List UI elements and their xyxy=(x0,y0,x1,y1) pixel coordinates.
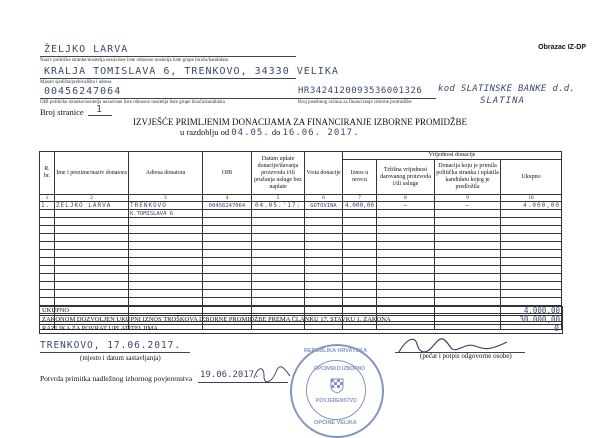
donor-name: ŽELJKO LARVA xyxy=(44,44,129,55)
place-date-line xyxy=(40,352,190,353)
page-number-line xyxy=(88,115,112,116)
header-address: Adresa donatora xyxy=(129,152,203,195)
table-row xyxy=(40,218,562,226)
header-name: Ime i prezime/naziv donatora xyxy=(55,152,129,195)
stamp-bottom-text: OPĆINE VELIKA xyxy=(314,420,357,426)
oib-caption: OIB političke stranke/nositelja nezavisne liste odnosno nositelja liste grupe birača/kandidata xyxy=(40,100,225,105)
table-row xyxy=(40,258,562,266)
header-date: Datum uplate donacije/davanja proizvoda i/ili pružanja usluge bez naplate xyxy=(252,152,305,195)
header-market: Tržišna vrijednost darovanog proizvoda i/ili usluge xyxy=(377,160,435,195)
stamp-line2: OPĆINSKO IZBORNO xyxy=(314,366,366,372)
donor-address: KRALJA TOMISLAVA 6, TRENKOVO, 34330 VELIKA xyxy=(44,66,339,77)
account-caption: Broj posebnog računa za financiranje izborne promidžbe xyxy=(298,100,412,105)
colnum: 7 xyxy=(343,195,377,202)
table-row xyxy=(40,202,562,210)
coat-of-arms-icon xyxy=(330,378,344,394)
cell-oib: 00456247064 xyxy=(203,202,252,210)
table-row xyxy=(40,242,562,250)
cell-total: 4.000,00 xyxy=(501,202,562,210)
header-cash: Iznos u novcu xyxy=(343,160,377,195)
period xyxy=(180,127,360,138)
signature-caption: (pečat i potpis odgovorne osobe) xyxy=(420,352,512,360)
colnum: 3 xyxy=(129,195,203,202)
cell-address: K.TOMISLAVA 6 xyxy=(129,210,203,218)
cell-name: ŽELJKO LARVA xyxy=(55,202,129,210)
table-row xyxy=(40,266,562,274)
address-caption: Mjesto sjedišta/prebivališta i adresa xyxy=(40,80,112,85)
page-number-value: 1 xyxy=(96,104,104,115)
place-date: TRENKOVO, 17.06.2017. xyxy=(40,340,182,351)
colnum: 1 xyxy=(40,195,55,202)
ukupno-value: 4.000,00 xyxy=(523,306,560,315)
colnum: 9 xyxy=(435,195,501,202)
colnum: 10 xyxy=(501,195,562,202)
account-number: HR3424120093536001326 xyxy=(298,86,423,96)
header-type: Vrsta donacije xyxy=(305,152,343,195)
table-row xyxy=(40,250,562,258)
table-row xyxy=(40,210,562,218)
colnum: 4 xyxy=(203,195,252,202)
page-number-label: Broj stranice xyxy=(40,107,84,117)
cell-market: — xyxy=(377,202,435,210)
oib-line xyxy=(40,98,296,99)
colnum: 8 xyxy=(377,195,435,202)
table-row xyxy=(40,298,562,306)
cell-rbr: 1. xyxy=(40,202,55,210)
oib-value: 00456247064 xyxy=(44,86,122,97)
header-value-group: Vrijednost donacije xyxy=(343,152,562,160)
colnum: 2 xyxy=(55,195,129,202)
header-oib: OIB xyxy=(203,152,252,195)
limit-value: 30.000,00 xyxy=(519,315,560,324)
address-line xyxy=(40,78,296,79)
cell-type: GOTOVINA xyxy=(305,202,343,210)
cell-cash: 4.000,00 xyxy=(343,202,377,210)
bank-city: SLATINA xyxy=(480,96,525,106)
donor-name-line xyxy=(40,56,296,57)
stamp-line3: POVJERENSTVO xyxy=(316,398,357,404)
place-date-caption: (mjesto i datum sastavljanja) xyxy=(80,354,161,362)
header-party: Donacija koju je primila politička stranka i uplatila kandidatu kojeg je predložila xyxy=(435,160,501,195)
header-rbr: R. br. xyxy=(40,152,55,195)
bank-note: kod SLATINSKE BANKE d.d. xyxy=(438,84,576,94)
period-to: 16.06. 2017. xyxy=(282,128,360,138)
receipt-label: Potvrda primitka nadležnog izbornog povjerenstva xyxy=(40,374,193,383)
period-from: 04.05. xyxy=(231,128,270,138)
ukupno-label: UKUPNO xyxy=(42,307,70,314)
donor-name-caption: Naziv političke stranke/nositelja nezavisne liste odnosno nositelja liste grupe birača/kandidata xyxy=(40,58,229,63)
table-row xyxy=(40,234,562,242)
table-row xyxy=(40,282,562,290)
account-line xyxy=(296,98,436,99)
period-prefix: u razdoblju od xyxy=(180,127,230,137)
cell-address: TRENKOVO xyxy=(129,202,203,210)
report-title: IZVJEŠĆE PRIMLJENIM DONACIJAMA ZA FINANCIRANJE IZBORNE PROMIDŽBE xyxy=(132,117,467,127)
refund-label: RAZLIKA ZA POVRAT UPLATITELJIMA xyxy=(42,325,158,332)
receipt-date: 19.06.2017. xyxy=(200,370,260,380)
cell-date: 04.05.'17. xyxy=(252,202,305,210)
period-middle: do xyxy=(271,127,281,137)
table-row xyxy=(40,290,562,298)
cell-party: — xyxy=(435,202,501,210)
donations-table xyxy=(39,151,562,330)
form-code: Obrazac IZ-DP xyxy=(538,44,586,51)
refund-row xyxy=(39,324,563,334)
refund-value: 0 xyxy=(554,324,560,333)
table-row xyxy=(40,274,562,282)
stamp-top-text: REPUBLIKA HRVATSKA xyxy=(304,348,368,354)
colnum: 5 xyxy=(252,195,305,202)
official-stamp xyxy=(290,344,384,438)
table-row xyxy=(40,226,562,234)
limit-label: ZAKONOM DOZVOLJEN UKUPNI IZNOS TROŠKOVA IZBORNE PROMIDŽBE PREMA ČLANKU 17. STAVKU 1. ZAKONA xyxy=(42,316,391,323)
column-numbers-row xyxy=(40,195,562,202)
header-total: Ukupno xyxy=(501,160,562,195)
receipt-signature xyxy=(250,364,295,384)
colnum: 6 xyxy=(305,195,343,202)
